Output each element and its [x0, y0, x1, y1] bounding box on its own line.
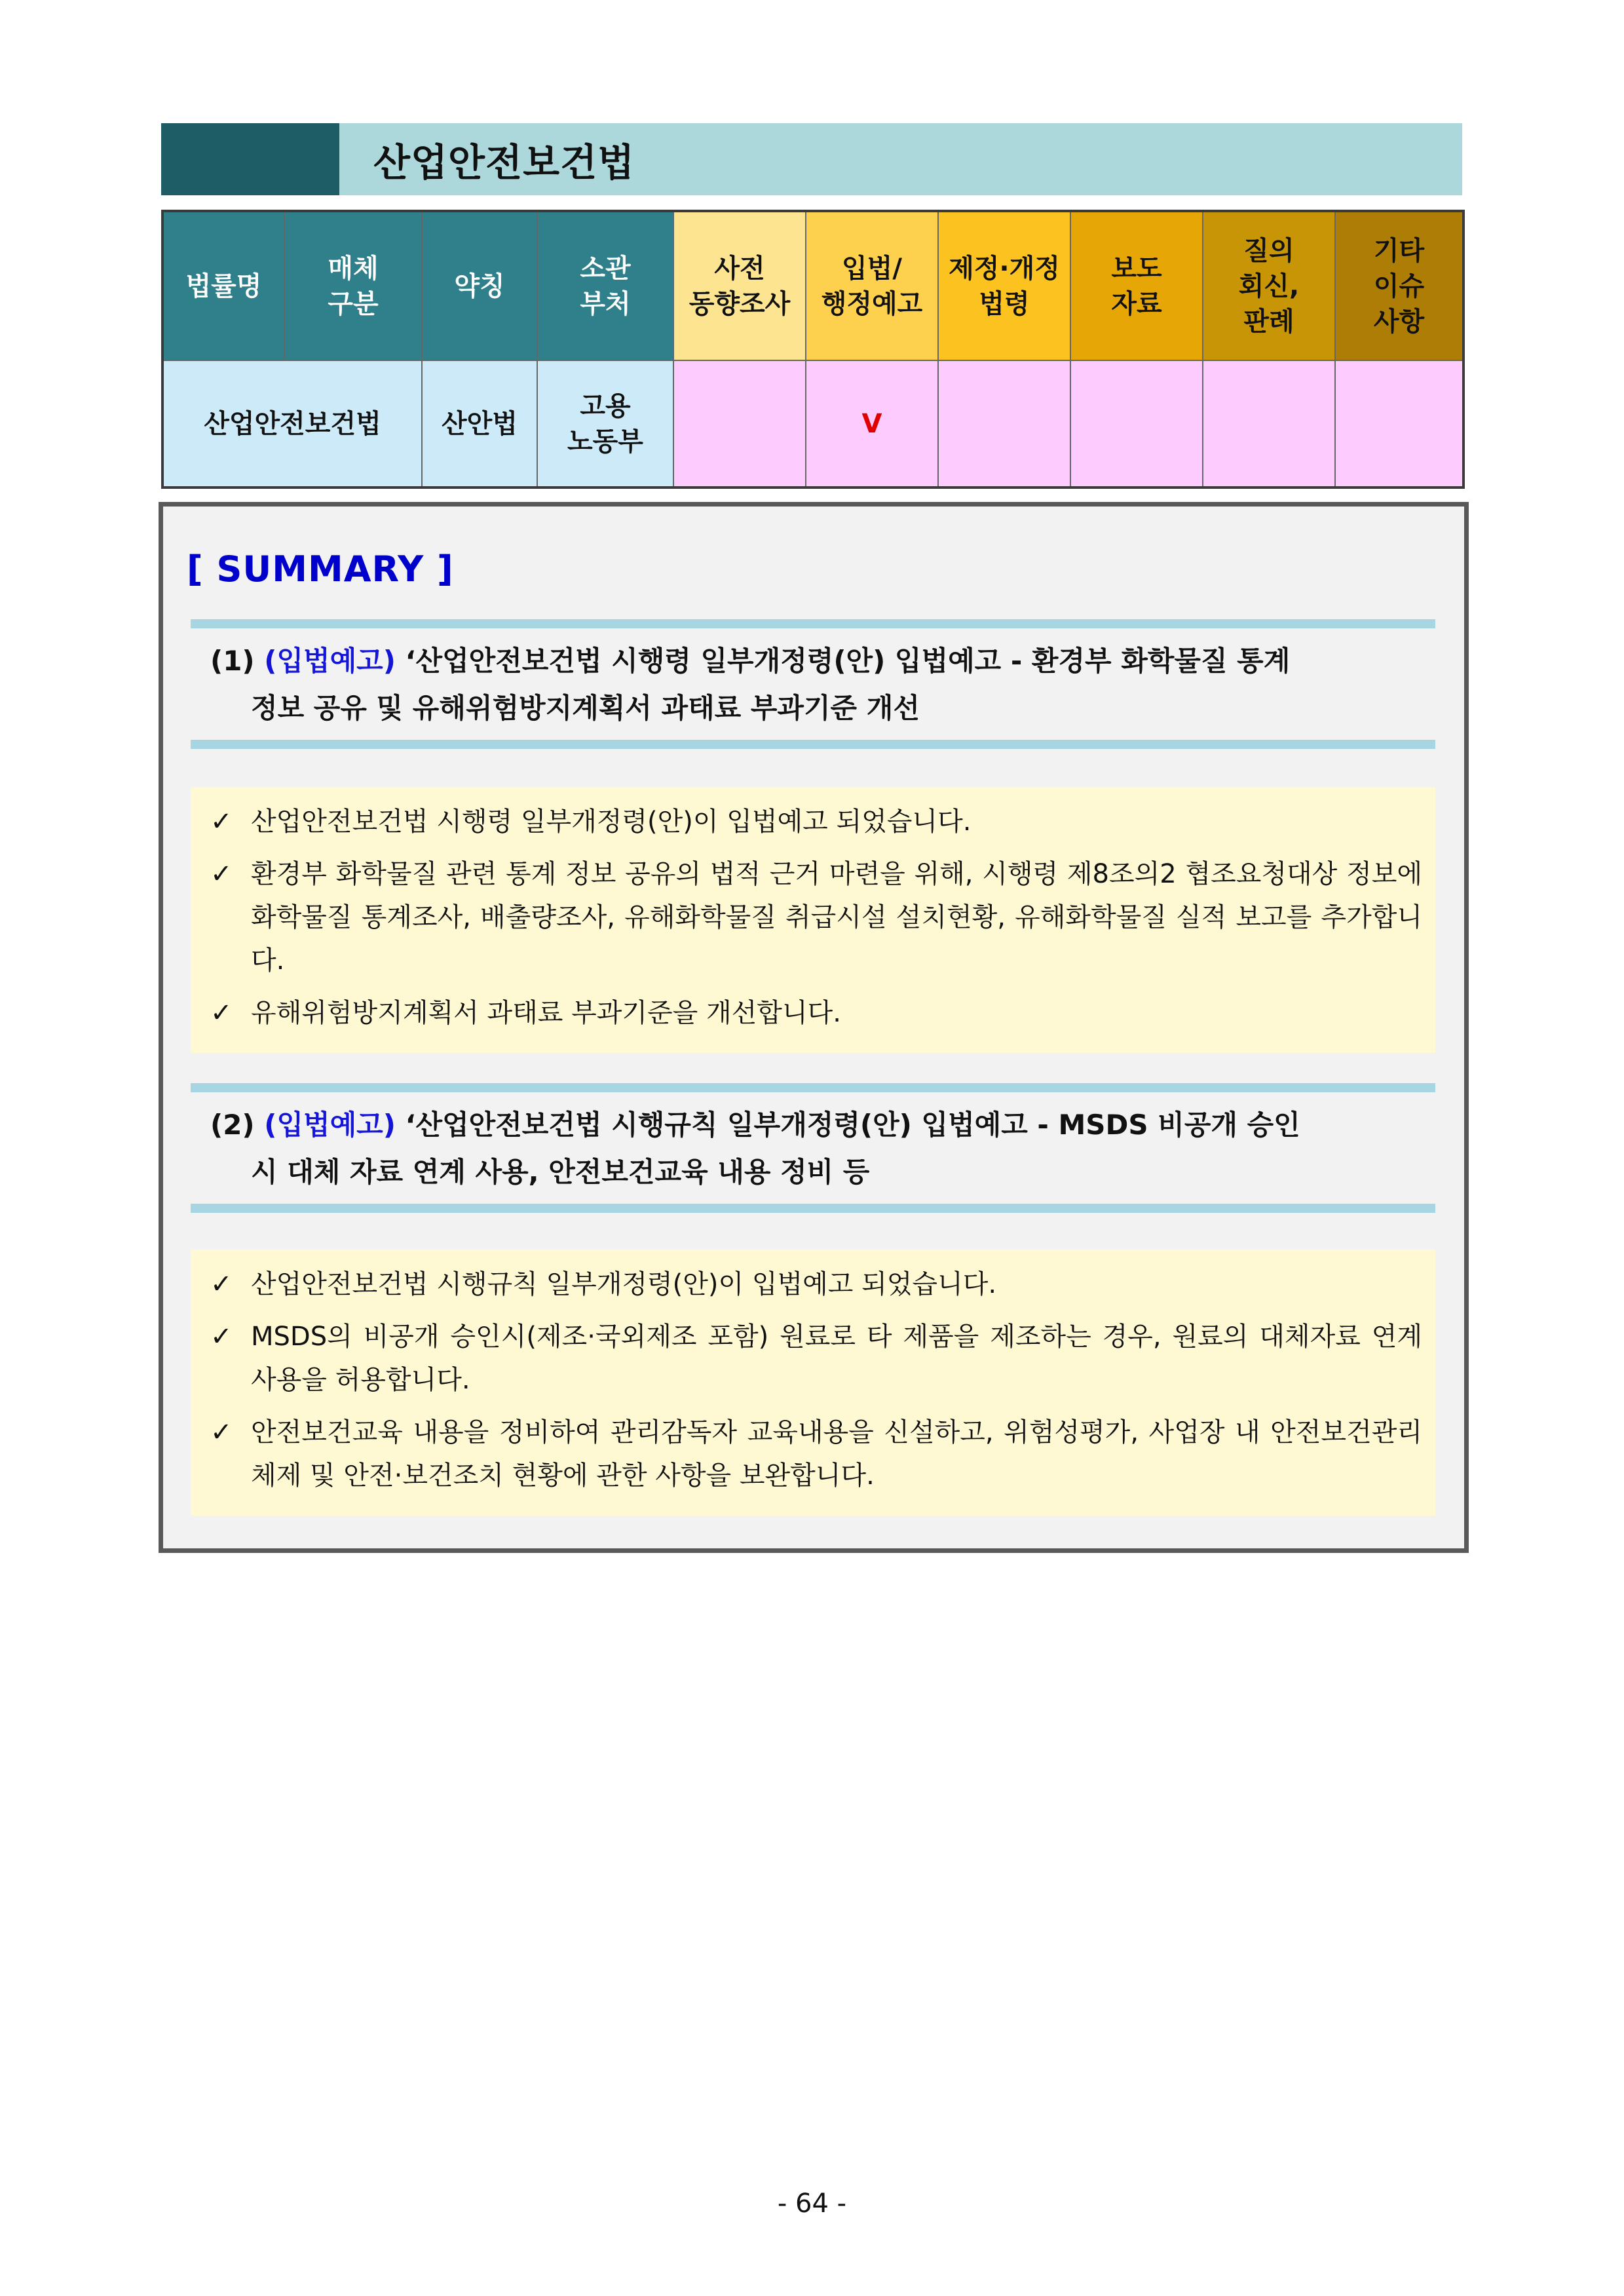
- cell-other-issues: [1335, 360, 1463, 488]
- header-law-name: 법률명: [162, 211, 284, 360]
- section-title-bar: [161, 123, 1462, 195]
- table-row: [162, 360, 1463, 488]
- page-title: 산업안전보건법: [373, 140, 635, 185]
- header-media-type: 매체 구분: [284, 211, 422, 360]
- header-inquiry: 질의 회신, 판례: [1203, 211, 1335, 360]
- section-1-heading-line-2: 정보 공유 및 유해위험방지계획서 과태료 부과기준 개선: [251, 692, 920, 724]
- check-icon: ✓: [210, 1417, 233, 1447]
- header-prior-survey: 사전 동향조사: [673, 211, 806, 360]
- cell-legislative-notice: [806, 360, 938, 488]
- header-other-issues: 기타 이슈 사항: [1335, 211, 1463, 360]
- section-2-heading-line-2: 시 대체 자료 연계 사용, 안전보건교육 내용 정비 등: [251, 1156, 870, 1188]
- list-item: ✓ 산업안전보건법 시행규칙 일부개정령(안)이 입법예고 되었습니다.: [210, 1263, 1422, 1306]
- header-abbreviation: 약칭: [422, 211, 537, 360]
- check-icon: ✓: [210, 1269, 233, 1299]
- summary-title: [ SUMMARY ]: [187, 548, 454, 590]
- header-legislative-notice: 입법/ 행정예고: [806, 211, 938, 360]
- section-1-tag: (입법예고): [264, 645, 396, 677]
- section-1-heading-line-1: ‘산업안전보건법 시행령 일부개정령(안) 입법예고 - 환경부 화학물질 통계: [405, 645, 1291, 677]
- title-band: [339, 123, 1462, 195]
- section-2-tag: (입법예고): [264, 1109, 396, 1141]
- check-mark: V: [861, 408, 882, 439]
- section-2-heading-line-1: ‘산업안전보건법 시행규칙 일부개정령(안) 입법예고 - MSDS 비공개 승인: [405, 1109, 1300, 1141]
- cell-press-release: [1070, 360, 1203, 488]
- cell-inquiry: [1203, 360, 1335, 488]
- title-accent-block: [161, 123, 339, 195]
- check-icon: ✓: [210, 807, 233, 837]
- cell-prior-survey: [673, 360, 806, 488]
- check-icon: ✓: [210, 859, 233, 889]
- list-item: ✓ 산업안전보건법 시행령 일부개정령(안)이 입법예고 되었습니다.: [210, 800, 1422, 843]
- summary-box: [159, 502, 1469, 1553]
- cell-law-name: 산업안전보건법: [162, 360, 422, 488]
- section-1-bullets: [191, 787, 1435, 1053]
- header-department: 소관 부처: [537, 211, 673, 360]
- page-number: - 64 -: [777, 2189, 847, 2219]
- section-2-bullets: [191, 1250, 1435, 1516]
- law-status-table: [161, 210, 1465, 489]
- list-item: ✓ 환경부 화학물질 관련 통계 정보 공유의 법적 근거 마련을 위해, 시행령 제8조의2 협조요청대상 정보에 화학물질 통계조사, 배출량조사, 유해화학물질 취급시설 설치현황, 유해화학물질 실적 보고를 추가합니다.: [210, 852, 1422, 982]
- check-icon: ✓: [210, 998, 233, 1028]
- cell-department: 고용 노동부: [537, 360, 673, 488]
- header-enactment: 제정·개정 법령: [938, 211, 1070, 360]
- section-1-number: (1): [210, 645, 255, 677]
- section-2-heading: [191, 1083, 1435, 1213]
- cell-enactment: [938, 360, 1070, 488]
- list-item: ✓ 유해위험방지계획서 과태료 부과기준을 개선합니다.: [210, 991, 1422, 1035]
- cell-abbreviation: 산안법: [422, 360, 537, 488]
- check-icon: ✓: [210, 1322, 233, 1352]
- header-press-release: 보도 자료: [1070, 211, 1203, 360]
- list-item: ✓ 안전보건교육 내용을 정비하여 관리감독자 교육내용을 신설하고, 위험성평가, 사업장 내 안전보건관리체제 및 안전·보건조치 현황에 관한 사항을 보완합니다.: [210, 1411, 1422, 1497]
- section-2-number: (2): [210, 1109, 255, 1141]
- section-1-heading: [191, 619, 1435, 749]
- table-header-row: [162, 211, 1463, 360]
- list-item: ✓ MSDS의 비공개 승인시(제조·국외제조 포함) 원료로 타 제품을 제조하는 경우, 원료의 대체자료 연계 사용을 허용합니다.: [210, 1315, 1422, 1402]
